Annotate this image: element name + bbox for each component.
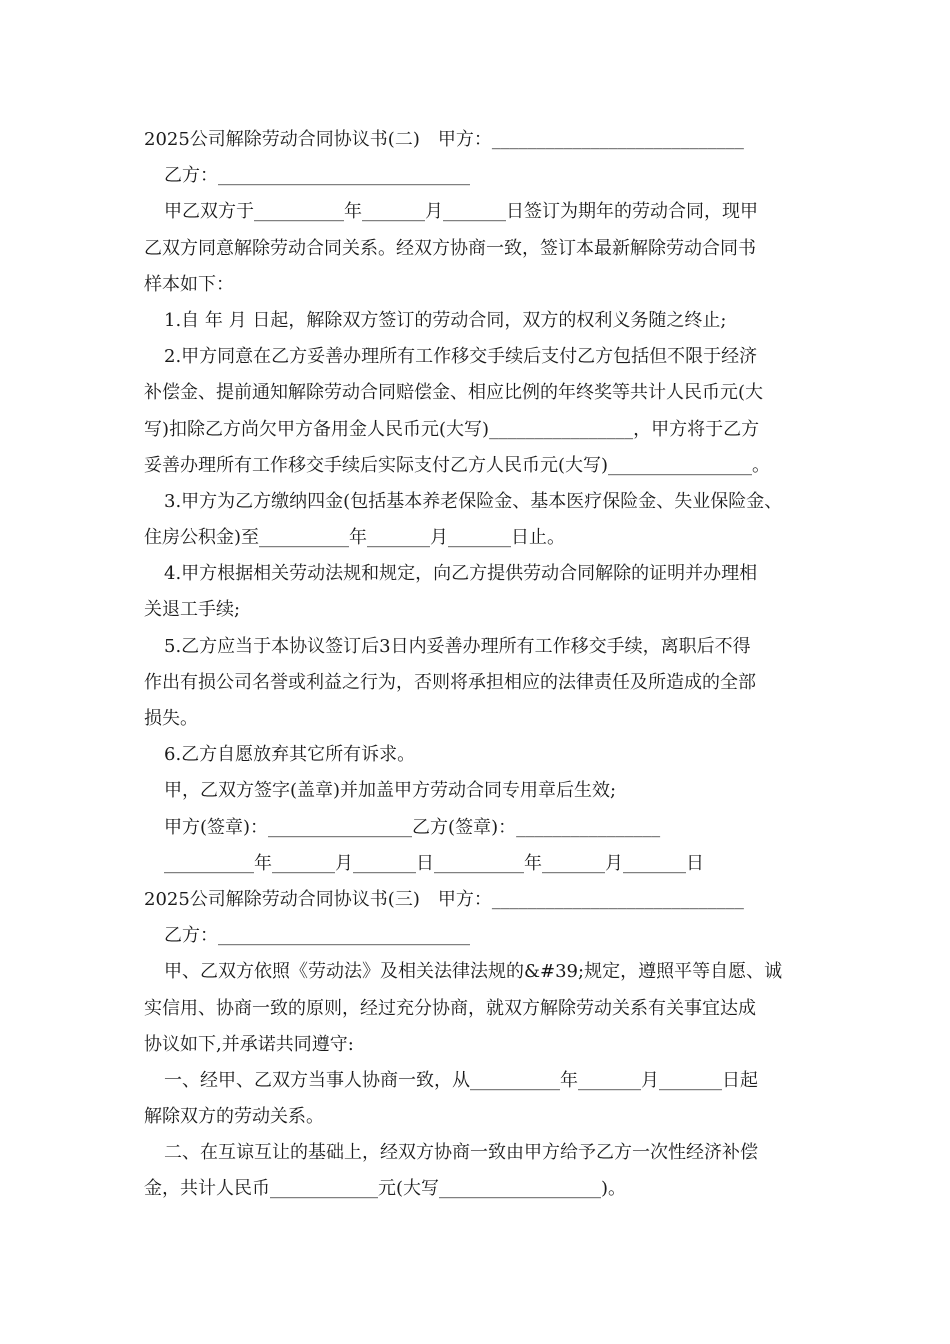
party-b-field: 乙方：____________________________ bbox=[164, 925, 470, 947]
paragraph-line: 解除双方的劳动关系。 bbox=[144, 1106, 324, 1128]
agreement-3-title: 2025公司解除劳动合同协议书(三) 甲方：____________________________ bbox=[144, 888, 744, 910]
paragraph-line: 写)扣除乙方尚欠甲方备用金人民币元(大写)________________，甲方将于乙方 bbox=[144, 418, 760, 440]
paragraph-line: 损失。 bbox=[144, 708, 198, 729]
paragraph-line: 样本如下： bbox=[144, 273, 234, 295]
clause-two: 二、在互谅互让的基础上，经双方协商一致由甲方给予乙方一次性经济补偿 bbox=[164, 1142, 758, 1164]
clause-4: 4.甲方根据相关劳动法规和规定，向乙方提供劳动合同解除的证明并办理相 bbox=[164, 563, 758, 585]
paragraph-line: 作出有损公司名誉或利益之行为，否则将承担相应的法律责任及所造成的全部 bbox=[144, 671, 756, 693]
effective-clause: 甲，乙双方签字(盖章)并加盖甲方劳动合同专用章后生效; bbox=[164, 780, 617, 802]
paragraph-line: 乙双方同意解除劳动合同关系。经双方协商一致，签订本最新解除劳动合同书 bbox=[144, 237, 756, 259]
paragraph-line: 协议如下,并承诺共同遵守: bbox=[144, 1033, 354, 1055]
paragraph-line: 关退工手续; bbox=[144, 599, 241, 621]
clause-1: 1.自 年 月 日起，解除双方签订的劳动合同，双方的权利义务随之终止; bbox=[164, 309, 727, 331]
paragraph-line: 实信用、协商一致的原则，经过充分协商，就双方解除劳动关系有关事宜达成 bbox=[144, 997, 756, 1019]
party-b-field: 乙方：____________________________ bbox=[164, 165, 470, 187]
clause-2: 2.甲方同意在乙方妥善办理所有工作移交手续后支付乙方包括但不限于经济 bbox=[164, 346, 758, 368]
clause-6: 6.乙方自愿放弃其它所有诉求。 bbox=[164, 744, 416, 766]
signature-line: 甲方(签章)：________________乙方(签章)：________________ bbox=[164, 816, 661, 838]
paragraph-line: 补偿金、提前通知解除劳动合同赔偿金、相应比例的年终奖等共计人民币元(大 bbox=[144, 382, 764, 404]
paragraph-line: 住房公积金)至__________年_______月_______日止。 bbox=[144, 527, 566, 549]
agreement-2-title: 2025公司解除劳动合同协议书(二) 甲方：____________________________ bbox=[144, 129, 744, 150]
paragraph-line: 甲乙双方于__________年_______月_______日签订为期年的劳动合同，现甲 bbox=[164, 201, 758, 223]
paragraph-line: 金，共计人民币____________元(大写__________________)。 bbox=[144, 1178, 627, 1200]
document-body bbox=[144, 122, 804, 1208]
date-line: __________年_______月_______日__________年_______月_______日 bbox=[164, 852, 704, 874]
clause-3: 3.甲方为乙方缴纳四金(包括基本养老保险金、基本医疗保险金、失业保险金、 bbox=[164, 490, 783, 512]
paragraph-line: 妥善办理所有工作移交手续后实际支付乙方人民币元(大写)________________。 bbox=[144, 454, 771, 476]
clause-5: 5.乙方应当于本协议签订后3日内妥善办理所有工作移交手续，离职后不得 bbox=[164, 635, 751, 657]
paragraph-line: 甲、乙双方依照《劳动法》及相关法律法规的&#39;规定，遵照平等自愿、诚 bbox=[164, 961, 783, 983]
clause-one: 一、经甲、乙双方当事人协商一致，从__________年_______月_______日起 bbox=[164, 1069, 758, 1091]
